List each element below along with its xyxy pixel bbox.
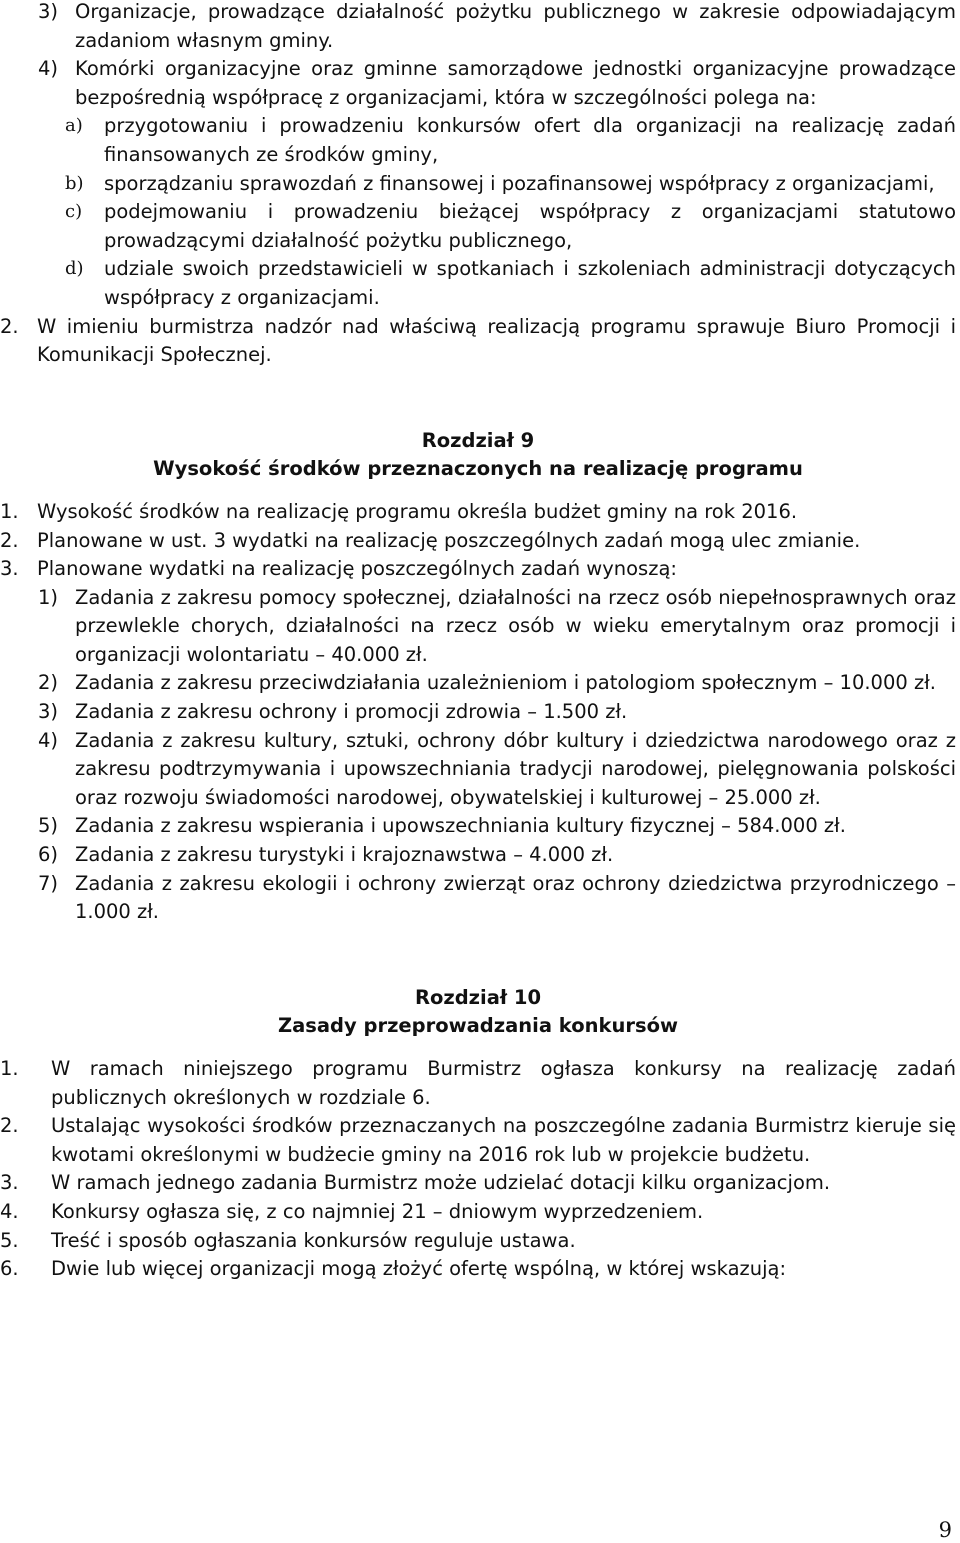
- sub-list-marker: b): [65, 172, 84, 194]
- point-marker: 4.: [0, 1199, 19, 1223]
- numbered-point: [0, 1255, 956, 1284]
- point-text: Treść i sposób ogłaszania konkursów reguluje ustawa.: [51, 1228, 576, 1252]
- task-marker: 3): [38, 700, 59, 724]
- numbered-point: [0, 1112, 956, 1169]
- point-marker: 5.: [0, 1228, 19, 1252]
- sub-list-text: przygotowaniu i prowadzeniu konkursów ofert dla organizacji na realizację zadań finansowanych ze środków gminy,: [104, 114, 956, 166]
- point-marker: 1.: [0, 499, 19, 523]
- task-text: Zadania z zakresu wspierania i upowszechniania kultury fizycznej – 584.000 zł.: [75, 814, 846, 838]
- list-item: [38, 0, 956, 55]
- page-number: 9: [938, 1518, 952, 1542]
- point-marker: 6.: [0, 1257, 19, 1281]
- sub-list-marker: c): [65, 201, 83, 223]
- point-marker: 3.: [0, 1171, 19, 1195]
- task-item: [38, 812, 956, 841]
- task-text: Zadania z zakresu turystyki i krajoznawstwa – 4.000 zł.: [75, 843, 614, 867]
- point-text: Ustalając wysokości środków przeznaczanych na poszczególne zadania Burmistrz kieruje się kwotami określonymi w budżecie gminy na 2016 rok lub w projekcie budżetu.: [51, 1114, 956, 1166]
- chapter-title: Zasady przeprowadzania konkursów: [277, 1014, 678, 1038]
- numbered-point: [0, 527, 956, 556]
- sub-list-item: [65, 198, 956, 255]
- list-marker: 3): [38, 0, 59, 23]
- task-marker: 5): [38, 814, 59, 838]
- chapter-title: Wysokość środków przeznaczonych na realizację programu: [153, 457, 803, 481]
- task-text: Zadania z zakresu ochrony i promocji zdrowia – 1.500 zł.: [75, 700, 628, 724]
- chapter-number: Rozdział 9: [421, 428, 535, 452]
- point-text: Planowane wydatki na realizację poszczególnych zadań wynoszą:: [37, 557, 677, 581]
- point-text: Dwie lub więcej organizacji mogą złożyć ofertę wspólną, w której wskazują:: [51, 1257, 787, 1281]
- task-item: [38, 841, 956, 870]
- sub-list-item: [65, 112, 956, 169]
- point-marker: 2.: [0, 1114, 19, 1138]
- point-text: Konkursy ogłasza się, z co najmniej 21 – dniowym wyprzedzeniem.: [51, 1199, 704, 1223]
- list-item: [38, 55, 956, 112]
- numbered-point: [0, 313, 956, 370]
- task-marker: 7): [38, 871, 59, 895]
- task-item: [38, 669, 956, 698]
- numbered-point: [0, 498, 956, 527]
- numbered-point: [0, 555, 956, 584]
- numbered-point: [0, 1198, 956, 1227]
- task-item: [38, 584, 956, 670]
- point-marker: 2.: [0, 528, 19, 552]
- task-list: [38, 584, 956, 927]
- numbered-point: [0, 1227, 956, 1256]
- task-item: [38, 727, 956, 813]
- task-marker: 2): [38, 671, 59, 695]
- chapter-9-points: [0, 498, 956, 584]
- list-text: Komórki organizacyjne oraz gminne samorządowe jednostki organizacyjne prowadzące bezpośrednią współpracę z organizacjami, która w szczególności polega na:: [75, 57, 956, 109]
- task-marker: 4): [38, 728, 59, 752]
- list-marker: 4): [38, 57, 59, 81]
- point-text: W imieniu burmistrza nadzór nad właściwą realizacją programu sprawuje Biuro Promocji i Komunikacji Społecznej.: [37, 314, 956, 367]
- sub-list-text: podejmowaniu i prowadzeniu bieżącej współpracy z organizacjami statutowo prowadzącymi działalność pożytku publicznego,: [104, 200, 956, 252]
- task-marker: 6): [38, 843, 59, 867]
- task-text: Zadania z zakresu przeciwdziałania uzależnieniom i patologiom społecznym – 10.000 zł.: [75, 671, 936, 695]
- sub-list-item: [65, 170, 956, 199]
- point-marker: 2.: [0, 314, 19, 338]
- chapter-10-points: [0, 1055, 956, 1284]
- task-item: [38, 870, 956, 927]
- point-text: Planowane w ust. 3 wydatki na realizację poszczególnych zadań mogą ulec zmianie.: [37, 528, 861, 552]
- sub-list-marker: a): [65, 115, 83, 137]
- point-marker: 1.: [0, 1057, 19, 1080]
- numbered-point: [0, 1055, 956, 1112]
- numbered-point: [0, 1169, 956, 1198]
- point-text: W ramach niniejszego programu Burmistrz ogłasza konkursy na realizację zadań publicznych określonych w rozdziale 6.: [51, 1057, 956, 1109]
- sub-list-item: [65, 255, 956, 312]
- sub-list-marker: d): [65, 258, 84, 280]
- list-text: Organizacje, prowadzące działalność pożytku publicznego w zakresie odpowiadającym zadaniom własnym gminy.: [75, 0, 956, 52]
- chapter-number: Rozdział 10: [414, 985, 542, 1009]
- sub-list: [65, 112, 956, 312]
- task-text: Zadania z zakresu ekologii i ochrony zwierząt oraz ochrony dziedzictwa przyrodniczego – 1.000 zł.: [75, 871, 956, 924]
- point-text: Wysokość środków na realizację programu określa budżet gminy na rok 2016.: [37, 499, 798, 523]
- task-item: [38, 698, 956, 727]
- sub-list-text: sporządzaniu sprawozdań z finansowej i pozafinansowej współpracy z organizacjami,: [104, 171, 935, 195]
- sub-list-text: udziale swoich przedstawicieli w spotkaniach i szkoleniach administracji dotyczących współpracy z organizacjami.: [104, 257, 956, 309]
- task-marker: 1): [38, 585, 59, 609]
- task-text: Zadania z zakresu pomocy społecznej, działalności na rzecz osób niepełnosprawnych oraz przewlekle chorych, działalności na rzecz osób w wieku emerytalnym oraz promocji i organizacji wolontariatu – 40.000 zł.: [75, 585, 956, 666]
- point-marker: 3.: [0, 557, 19, 581]
- point-text: W ramach jednego zadania Burmistrz może udzielać dotacji kilku organizacjom.: [51, 1171, 831, 1195]
- task-text: Zadania z zakresu kultury, sztuki, ochrony dóbr kultury i dziedzictwa narodowego oraz z zakresu podtrzymywania i upowszechniania tradycji narodowej, pielęgnowania polskości oraz rozwoju świadomości narodowej, obywatelskiej i kulturowej – 25.000 zł.: [75, 728, 956, 809]
